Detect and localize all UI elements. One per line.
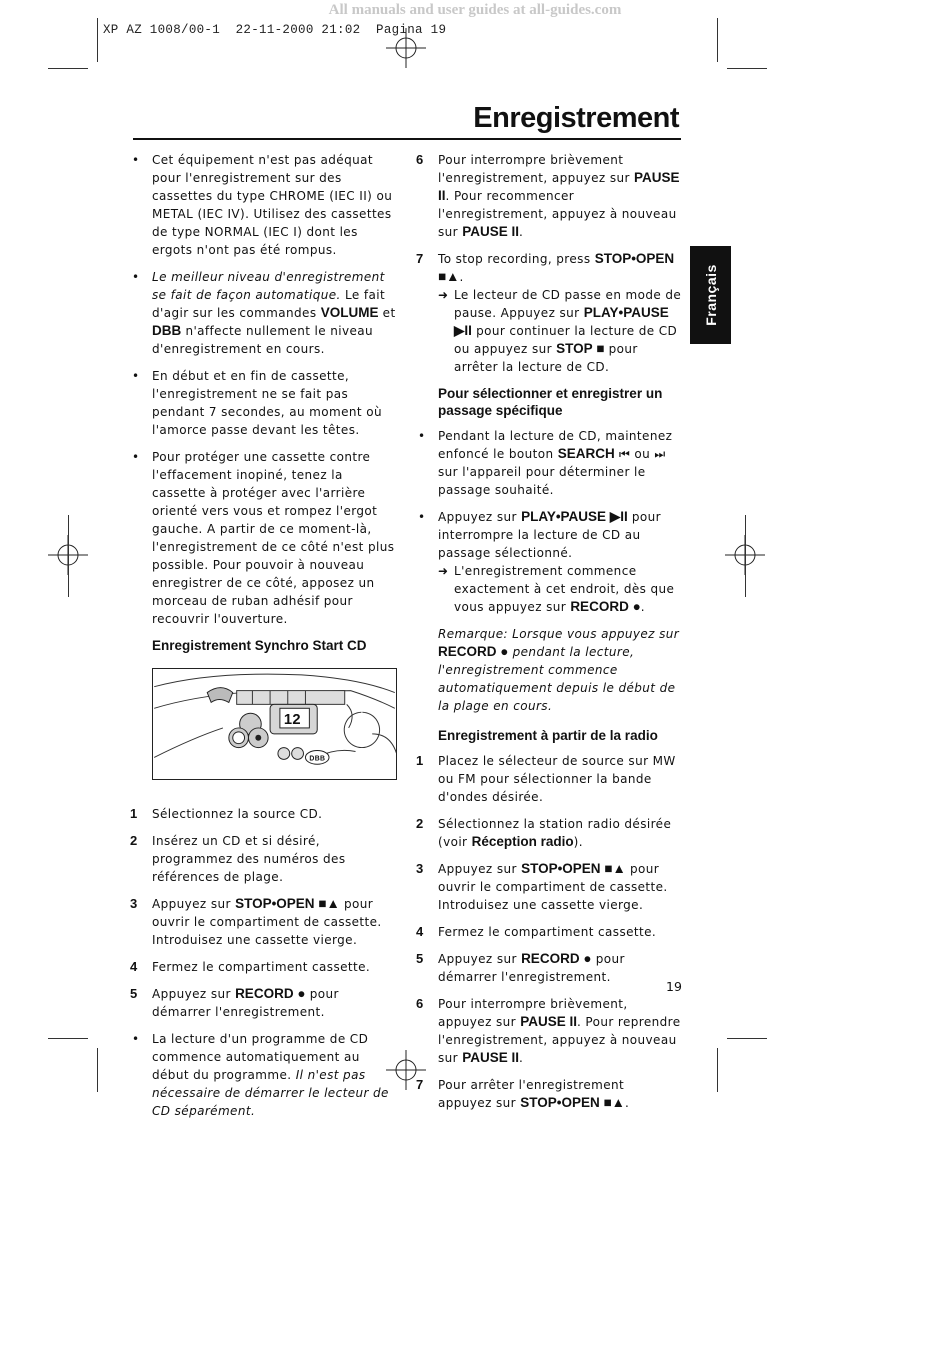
arrow-icon: ➜ — [438, 288, 449, 302]
crop-mark — [727, 68, 767, 69]
crop-mark — [727, 1038, 767, 1039]
list-item: 4 Fermez le compartiment cassette. — [416, 924, 657, 939]
remark: Remarque: Lorsque vous appuyez sur RECORD ● pendant la lecture, l'enregistrement commence automatiquement depuis le début de la plage en cours. — [438, 627, 680, 713]
display-readout: 12 — [283, 712, 302, 728]
list-item: 7 To stop recording, press STOP•OPEN ■▲. ➜ Le lecteur de CD passe en mode de pause. Appuyez sur PLAY•PAUSE ▶II pour continuer la lecture de CD ou appuyez sur STOP ■ pour arrêter la lecture de CD. — [416, 251, 682, 374]
list-item: • Pendant la lecture de CD, maintenez enfoncé le bouton SEARCH ⏮ ou ⏭ sur l'appareil pour déterminer le passage souhaité. — [418, 429, 673, 497]
result-note: ➜ L'enregistrement commence exactement à cet endroit, dès que vous appuyez sur RECORD ●. — [438, 564, 675, 614]
left-column — [130, 151, 400, 1129]
crop-mark — [97, 18, 98, 62]
list-item: 6 Pour interrompre brièvement l'enregistrement, appuyez sur PAUSE II. Pour recommencer l'enregistrement, appuyez à nouveau sur PAUSE II. — [416, 152, 680, 239]
page-number: 19 — [666, 979, 682, 994]
crop-mark — [745, 515, 746, 597]
list-item: 4 Fermez le compartiment cassette. — [130, 959, 371, 974]
watermark: All manuals and user guides at all-guides.com — [328, 2, 622, 18]
list-item: 3 Appuyez sur STOP•OPEN ■▲ pour ouvrir le compartiment de cassette. Introduisez une cassette vierge. — [130, 896, 382, 947]
page-title: Enregistrement — [473, 102, 679, 134]
dbb-label: DBB — [309, 755, 326, 763]
crop-mark — [68, 515, 69, 597]
crop-mark — [48, 68, 88, 69]
list-item: 3 Appuyez sur STOP•OPEN ■▲ pour ouvrir le compartiment de cassette. Introduisez une cassette vierge. — [416, 861, 668, 912]
list-item: 5 Appuyez sur RECORD ● pour démarrer l'enregistrement. — [130, 986, 339, 1019]
list-item: 1 Sélectionnez la source CD. — [130, 806, 323, 821]
crop-mark — [717, 1048, 718, 1092]
language-tab — [690, 246, 731, 344]
list-item: • Cet équipement n'est pas adéquat pour l'enregistrement sur des cassettes du type CHROME (IEC II) ou METAL (IEC IV). Utilisez des cassettes de type NORMAL (IEC I) dont les ergots n'ont pas été rompus. — [132, 153, 393, 257]
list-item: 2 Insérez un CD et si désiré, programmez des numéros des références de plage. — [130, 833, 346, 884]
list-item: • Appuyez sur PLAY•PAUSE ▶II pour interrompre la lecture de CD au passage sélectionné. ➜ L'enregistrement commence exactement à cet endroit, dès que vous appuyez sur RECORD ●. — [416, 508, 682, 616]
section-heading: Enregistrement à partir de la radio — [438, 728, 658, 743]
arrow-icon: ➜ — [438, 564, 449, 578]
list-item: 7 Pour arrêter l'enregistrement appuyez sur STOP•OPEN ■▲. — [416, 1077, 630, 1110]
section-heading: Pour sélectionner et enregistrer un passage spécifique — [438, 386, 663, 418]
result-note: ➜ Le lecteur de CD passe en mode de pause. Appuyez sur PLAY•PAUSE ▶II pour continuer la lecture de CD ou appuyez sur STOP ■ pour arrêter la lecture de CD. — [438, 288, 682, 374]
device-illustration — [152, 668, 397, 780]
list-item: 6 Pour interrompre brièvement, appuyez sur PAUSE II. Pour reprendre l'enregistrement, appuyez à nouveau sur PAUSE II. — [416, 996, 681, 1065]
crop-mark — [48, 1038, 88, 1039]
list-item: 1 Placez le sélecteur de source sur MW ou FM pour sélectionner la bande d'ondes désirée. — [416, 753, 676, 804]
list-item: 5 Appuyez sur RECORD ● pour démarrer l'enregistrement. — [416, 951, 625, 984]
language-tab-label: Français — [702, 264, 719, 326]
print-info: XP AZ 1008/00-1 22-11-2000 21:02 Pagina 19 — [103, 23, 447, 37]
list-item: • Le meilleur niveau d'enregistrement se fait de façon automatique. Le fait d'agir sur les commandes VOLUME et DBB n'affecte nullement le niveau d'enregistrement en cours. — [132, 270, 396, 356]
crop-mark — [717, 18, 718, 62]
list-item: • En début et en fin de cassette, l'enregistrement ne se fait pas pendant 7 secondes, au moment où l'amorce passe devant les têtes. — [132, 369, 382, 437]
list-item: • La lecture d'un programme de CD commence automatiquement au début du programme. Il n'est pas nécessaire de démarrer le lecteur de CD séparément. — [132, 1032, 389, 1118]
title-divider — [133, 138, 681, 140]
registration-mark-icon — [386, 28, 426, 68]
crop-mark — [97, 1048, 98, 1092]
right-column — [416, 151, 682, 1121]
section-heading: Enregistrement Synchro Start CD — [152, 638, 367, 653]
list-item: 2 Sélectionnez la station radio désirée (voir Réception radio). — [416, 816, 672, 849]
list-item: • Pour protéger une cassette contre l'effacement inopiné, tenez la cassette à protéger avec l'arrière orienté vers vous et rompez l'ergot gauche. A partir de ce moment-là, l'enregistrement de ce côté n'est plus possible. Pour pouvoir à nouveau enregistrer de ce côté, apposez un morceau de ruban adhésif pour recouvrir l'ouverture. — [132, 450, 395, 626]
